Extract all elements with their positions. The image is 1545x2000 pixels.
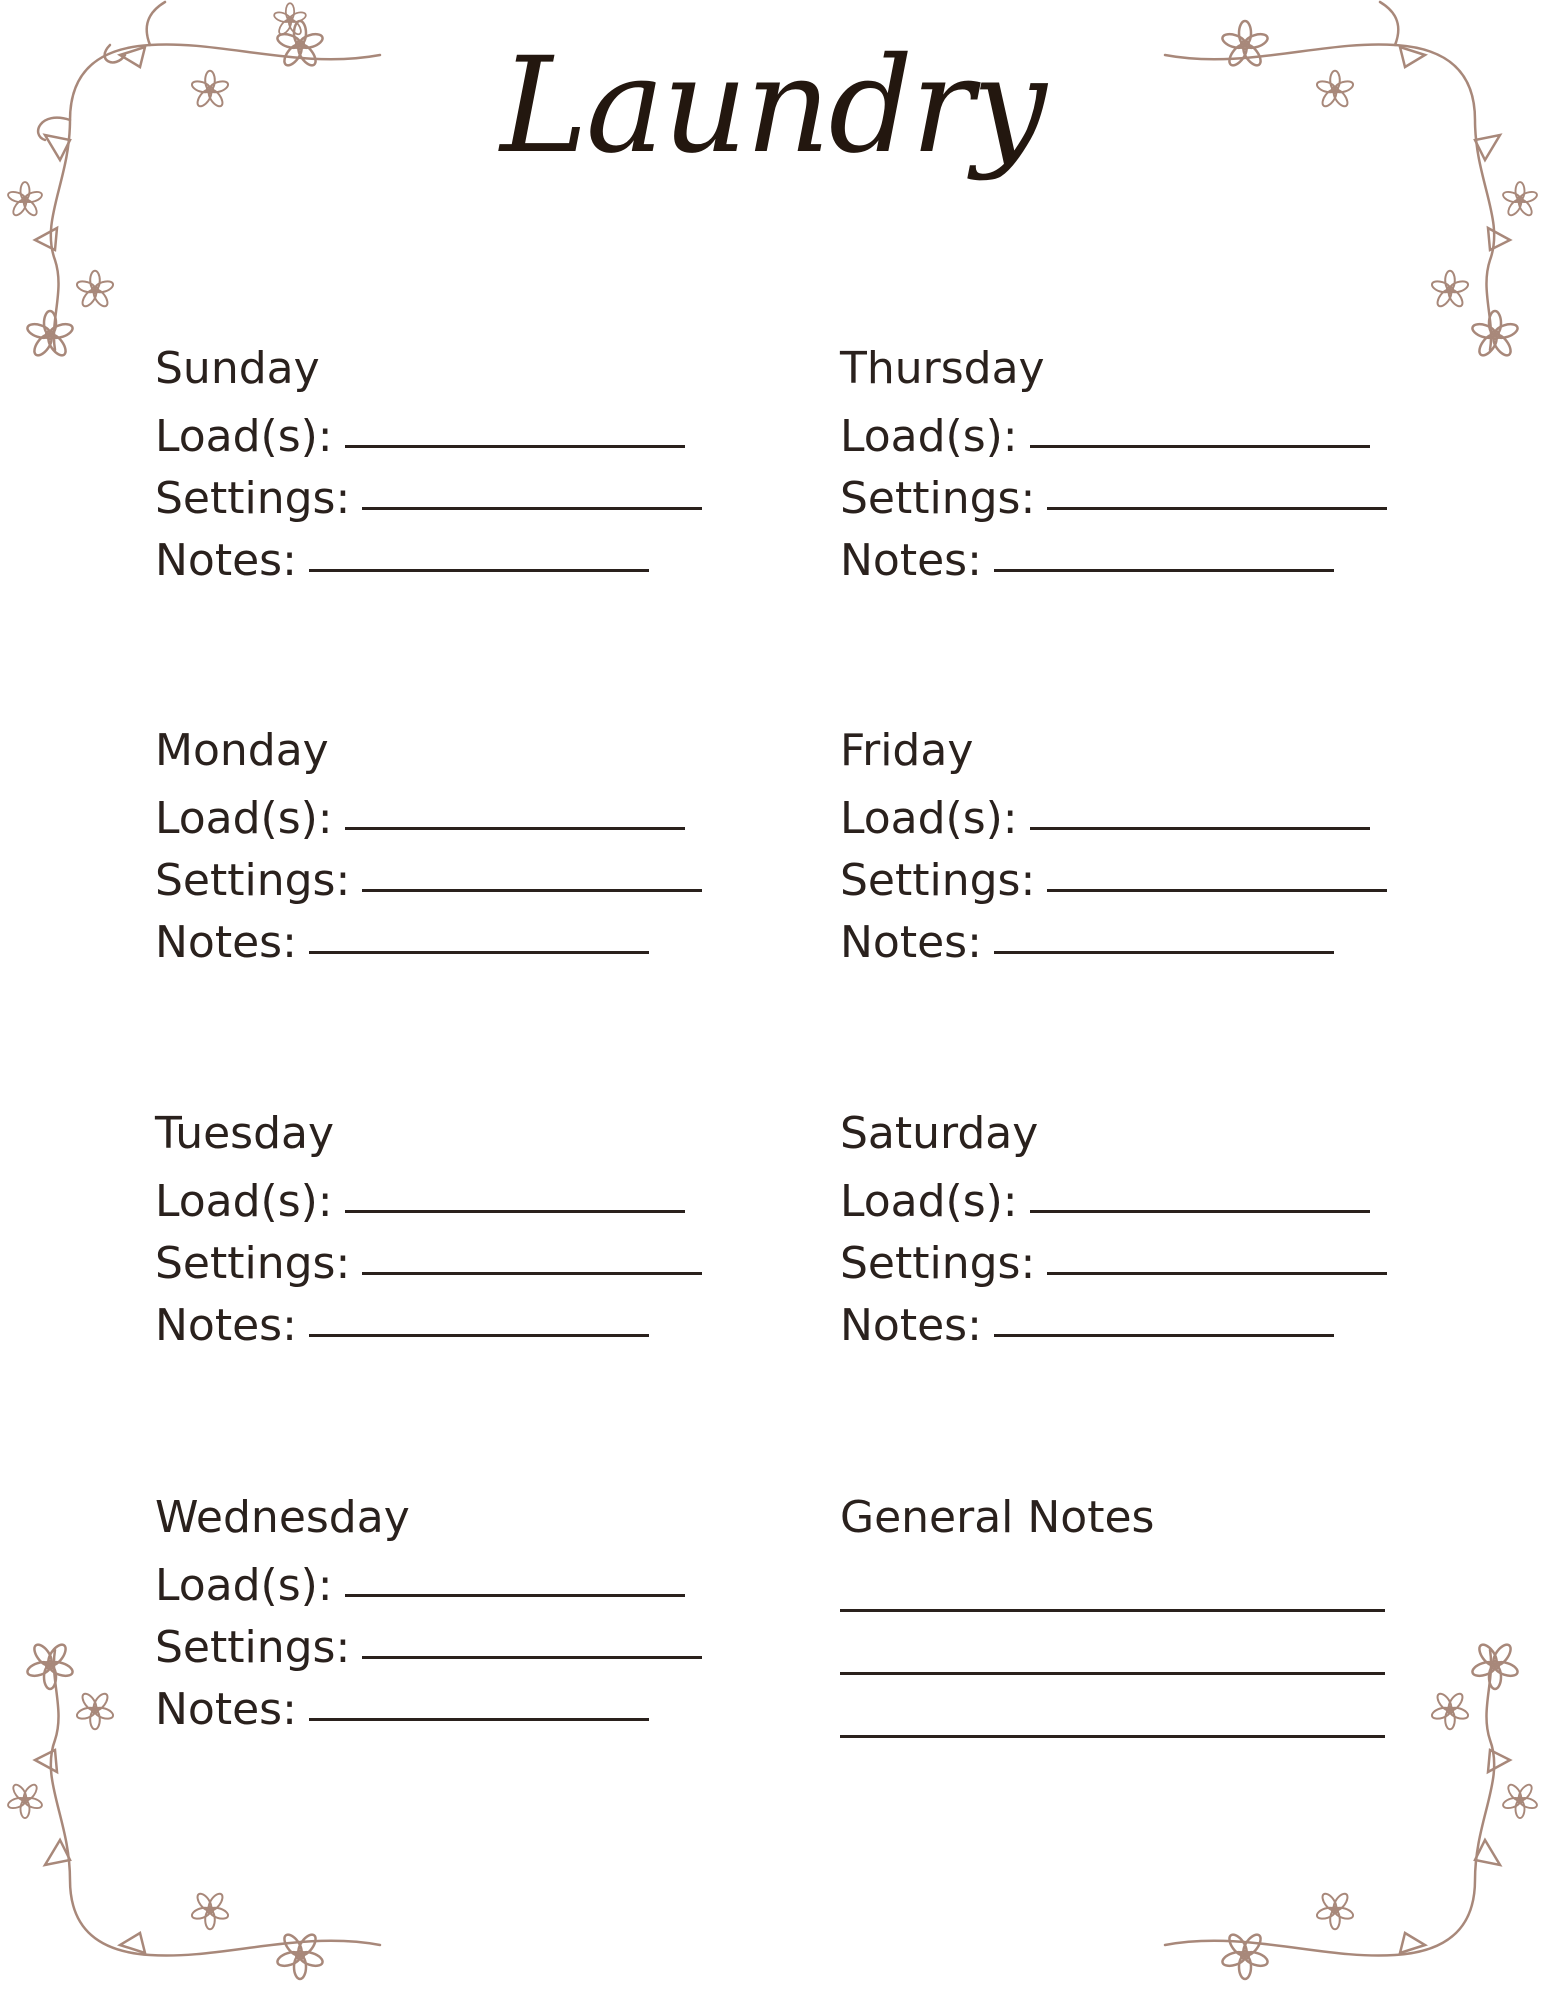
settings-row	[155, 1227, 715, 1289]
loads-line[interactable]	[1030, 1209, 1370, 1213]
general-notes-heading: General Notes	[840, 1492, 1155, 1543]
notes-label: Notes:	[155, 917, 297, 968]
settings-line[interactable]	[362, 1655, 702, 1659]
settings-row	[155, 1611, 715, 1673]
day-block-tuesday	[155, 1103, 715, 1351]
loads-line[interactable]	[345, 444, 685, 448]
loads-label: Load(s):	[155, 1176, 333, 1227]
notes-line[interactable]	[994, 1333, 1334, 1337]
notes-row	[840, 1289, 1400, 1351]
loads-line[interactable]	[1030, 826, 1370, 830]
loads-row	[155, 782, 715, 844]
day-heading: Wednesday	[155, 1492, 410, 1543]
settings-line[interactable]	[1047, 1271, 1387, 1275]
loads-line[interactable]	[1030, 444, 1370, 448]
day-heading: Friday	[840, 725, 974, 776]
day-heading: Thursday	[840, 343, 1045, 394]
settings-label: Settings:	[155, 855, 351, 906]
settings-label: Settings:	[155, 1238, 351, 1289]
settings-row	[840, 462, 1400, 524]
notes-row	[840, 906, 1400, 968]
loads-row	[155, 1165, 715, 1227]
settings-label: Settings:	[840, 1238, 1036, 1289]
notes-row	[155, 906, 715, 968]
general-notes-line[interactable]	[840, 1612, 1385, 1675]
settings-line[interactable]	[362, 888, 702, 892]
loads-label: Load(s):	[840, 411, 1018, 462]
notes-line[interactable]	[309, 1333, 649, 1337]
settings-row	[155, 462, 715, 524]
loads-line[interactable]	[345, 1209, 685, 1213]
day-block-monday	[155, 720, 715, 968]
loads-row	[840, 1165, 1400, 1227]
day-block-friday	[840, 720, 1400, 968]
notes-label: Notes:	[840, 535, 982, 586]
settings-line[interactable]	[1047, 506, 1387, 510]
loads-row	[840, 782, 1400, 844]
settings-row	[155, 844, 715, 906]
day-heading: Saturday	[840, 1108, 1039, 1159]
loads-line[interactable]	[345, 826, 685, 830]
notes-label: Notes:	[840, 917, 982, 968]
loads-label: Load(s):	[840, 1176, 1018, 1227]
general-notes-block	[840, 1487, 1400, 1738]
notes-row	[155, 1673, 715, 1735]
general-notes-line[interactable]	[840, 1549, 1385, 1612]
settings-label: Settings:	[155, 1622, 351, 1673]
loads-row	[155, 400, 715, 462]
notes-label: Notes:	[155, 535, 297, 586]
loads-row	[840, 400, 1400, 462]
settings-label: Settings:	[840, 473, 1036, 524]
day-block-sunday	[155, 338, 715, 586]
notes-row	[155, 524, 715, 586]
loads-label: Load(s):	[155, 793, 333, 844]
notes-row	[155, 1289, 715, 1351]
day-heading: Monday	[155, 725, 329, 776]
day-block-saturday	[840, 1103, 1400, 1351]
settings-label: Settings:	[840, 855, 1036, 906]
day-block-wednesday	[155, 1487, 715, 1735]
day-heading: Tuesday	[155, 1108, 335, 1159]
settings-row	[840, 844, 1400, 906]
loads-line[interactable]	[345, 1593, 685, 1597]
day-heading: Sunday	[155, 343, 320, 394]
settings-row	[840, 1227, 1400, 1289]
notes-label: Notes:	[840, 1300, 982, 1351]
notes-line[interactable]	[994, 950, 1334, 954]
notes-label: Notes:	[155, 1300, 297, 1351]
loads-label: Load(s):	[840, 793, 1018, 844]
settings-line[interactable]	[1047, 888, 1387, 892]
day-block-thursday	[840, 338, 1400, 586]
notes-line[interactable]	[309, 950, 649, 954]
loads-label: Load(s):	[155, 411, 333, 462]
notes-line[interactable]	[994, 568, 1334, 572]
loads-label: Load(s):	[155, 1560, 333, 1611]
notes-row	[840, 524, 1400, 586]
loads-row	[155, 1549, 715, 1611]
notes-line[interactable]	[309, 568, 649, 572]
page-title: Laundry	[500, 29, 1045, 183]
settings-line[interactable]	[362, 1271, 702, 1275]
settings-label: Settings:	[155, 473, 351, 524]
notes-label: Notes:	[155, 1684, 297, 1735]
general-notes-line[interactable]	[840, 1675, 1385, 1738]
notes-line[interactable]	[309, 1717, 649, 1721]
settings-line[interactable]	[362, 506, 702, 510]
